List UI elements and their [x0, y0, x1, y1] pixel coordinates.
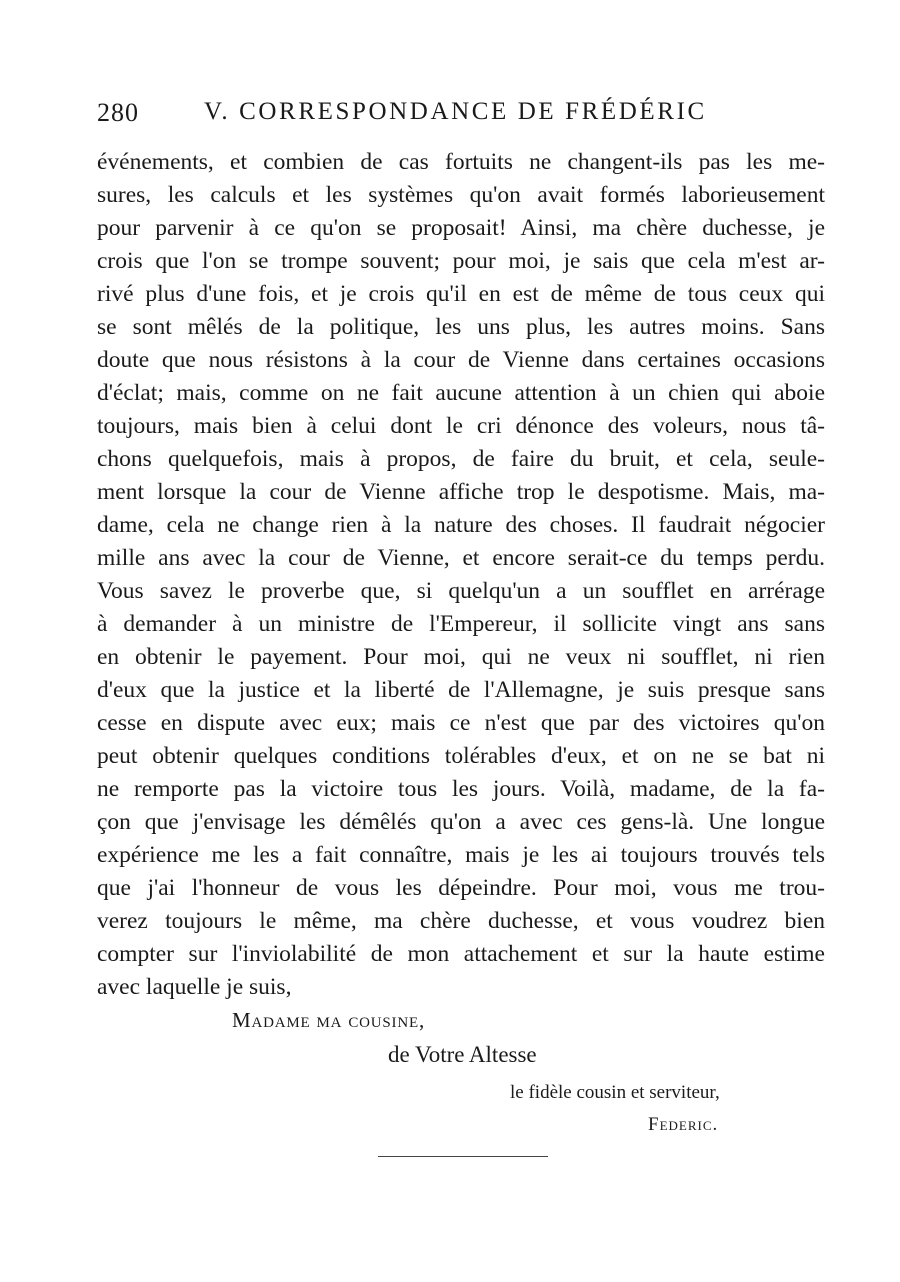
text-line: événements, et combien de cas fortuits ne changent-ils pas les me-	[97, 149, 825, 175]
text-line: peut obtenir quelques conditions tolérables d'eux, et on ne se bat ni	[97, 743, 825, 769]
text-line: avec laquelle je suis,	[97, 974, 292, 1000]
text-line: doute que nous résistons à la cour de Vienne dans certaines occasions	[97, 347, 825, 373]
closing-address: de Votre Altesse	[388, 1042, 537, 1067]
text-line: çon que j'envisage les démêlés qu'on a avec ces gens-là. Une longue	[97, 809, 825, 835]
text-line: crois que l'on se trompe souvent; pour moi, je sais que cela m'est ar-	[97, 248, 825, 274]
text-line: sures, les calculs et les systèmes qu'on avait formés laborieusement	[97, 182, 825, 208]
text-line: compter sur l'inviolabilité de mon attachement et sur la haute estime	[97, 941, 825, 967]
text-line: d'eux que la justice et la liberté de l'Allemagne, je suis presque sans	[97, 677, 825, 703]
text-line: expérience me les a fait connaître, mais je les ai toujours trouvés tels	[97, 842, 825, 868]
section-divider-rule	[378, 1156, 548, 1157]
signature: Federic.	[648, 1114, 719, 1135]
text-line: Vous savez le proverbe que, si quelqu'un a un soufflet en arrérage	[97, 578, 825, 604]
salutation: Madame ma cousine,	[232, 1008, 425, 1032]
text-line: que j'ai l'honneur de vous les dépeindre. Pour moi, vous me trou-	[97, 875, 825, 901]
text-line: ment lorsque la cour de Vienne affiche trop le despotisme. Mais, ma-	[97, 479, 825, 505]
text-line: d'éclat; mais, comme on ne fait aucune attention à un chien qui aboie	[97, 380, 825, 406]
page-header	[97, 98, 837, 138]
text-line: ne remporte pas la victoire tous les jours. Voilà, madame, de la fa-	[97, 776, 825, 802]
text-line: pour parvenir à ce qu'on se proposait! Ainsi, ma chère duchesse, je	[97, 215, 825, 241]
closing-formula: le fidèle cousin et serviteur,	[510, 1082, 720, 1103]
text-line: toujours, mais bien à celui dont le cri dénonce des voleurs, nous tâ-	[97, 413, 825, 439]
text-line: se sont mêlés de la politique, les uns plus, les autres moins. Sans	[97, 314, 825, 340]
text-line: rivé plus d'une fois, et je crois qu'il en est de même de tous ceux qui	[97, 281, 825, 307]
text-line: verez toujours le même, ma chère duchesse, et vous voudrez bien	[97, 908, 825, 934]
page-number: 280	[97, 98, 139, 127]
text-line: cesse en dispute avec eux; mais ce n'est que par des victoires qu'on	[97, 710, 825, 736]
text-line: en obtenir le payement. Pour moi, qui ne veux ni soufflet, ni rien	[97, 644, 825, 670]
text-line: chons quelquefois, mais à propos, de faire du bruit, et cela, seule-	[97, 446, 825, 472]
letter-body	[97, 146, 825, 1004]
text-line: dame, cela ne change rien à la nature des choses. Il faudrait négocier	[97, 512, 825, 538]
text-line: mille ans avec la cour de Vienne, et encore serait-ce du temps perdu.	[97, 545, 825, 571]
text-line: à demander à un ministre de l'Empereur, il sollicite vingt ans sans	[97, 611, 825, 637]
running-title: V. CORRESPONDANCE DE FRÉDÉRIC	[204, 98, 707, 125]
